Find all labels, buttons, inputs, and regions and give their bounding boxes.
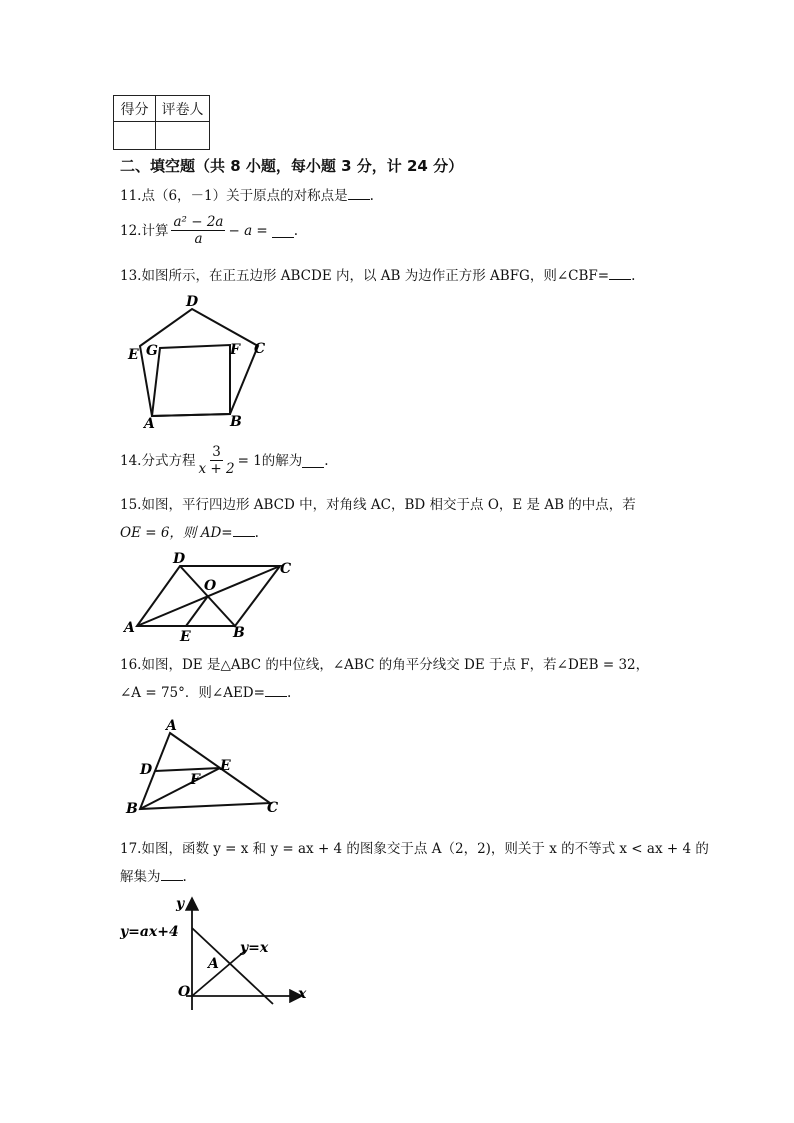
question-15-line2: OE = 6，则 AD= . xyxy=(120,525,259,541)
question-12: 12.计算 $\frac{\text{a² − 2a}}{a}$ − a = . xyxy=(120,214,299,247)
grader-cell[interactable] xyxy=(156,122,210,150)
figure-function-graph xyxy=(118,892,318,1017)
question-17-line2: 解集为 . xyxy=(120,869,187,885)
label-C: C xyxy=(267,800,279,816)
label-D: D xyxy=(140,762,153,778)
label-F: F xyxy=(230,342,240,358)
label-line-ax4: y=ax+4 xyxy=(120,924,179,940)
label-F: F xyxy=(190,772,200,788)
question-15-line1: 15.如图，平行四边形 ABCD 中，对角线 AC，BD 相交于点 O，E 是 AB 的中点，若 xyxy=(120,497,636,513)
label-C: C xyxy=(254,341,266,357)
label-E: E xyxy=(180,629,191,644)
label-A: A xyxy=(124,620,135,636)
score-cell[interactable] xyxy=(114,122,156,150)
label-D: D xyxy=(173,551,186,567)
question-16-line1: 16.如图，DE 是△ABC 的中位线，∠ABC 的角平分线交 DE 于点 F，若∠DEB = 32， xyxy=(120,657,650,673)
figure-pentagon-square xyxy=(120,290,280,435)
label-point-A: A xyxy=(208,956,219,972)
answer-blank-13[interactable] xyxy=(609,266,631,280)
label-O: O xyxy=(204,578,217,594)
label-G: G xyxy=(146,343,158,359)
answer-blank-15[interactable] xyxy=(233,523,255,537)
label-origin: O xyxy=(178,984,191,1000)
score-header: 得分 xyxy=(114,96,156,122)
label-B: B xyxy=(230,414,242,430)
score-table xyxy=(113,95,210,150)
label-y-axis: y xyxy=(176,896,185,912)
label-E: E xyxy=(220,758,231,774)
question-16-line2: ∠A = 75°．则∠AED= . xyxy=(120,685,292,701)
label-B: B xyxy=(126,801,138,817)
answer-blank-11[interactable] xyxy=(348,186,370,200)
grader-header: 评卷人 xyxy=(156,96,210,122)
label-A: A xyxy=(166,718,177,734)
question-11: 11.点（6，－1）关于原点的对称点是 . xyxy=(120,188,374,204)
question-13: 13.如图所示，在正五边形 ABCDE 内，以 AB 为边作正方形 ABFG，则∠CBF= . xyxy=(120,268,636,284)
section-title: 二、填空题（共 8 小题，每小题 3 分，计 24 分） xyxy=(120,157,464,175)
figure-triangle xyxy=(120,715,290,820)
question-17-line1: 17.如图，函数 y = x 和 y = ax + 4 的图象交于点 A（2，2)，则关于 x 的不等式 x < ax + 4 的 xyxy=(120,841,709,857)
label-line-yx: y=x xyxy=(240,940,269,956)
fraction-14: $\frac{3}{x + 2}$ xyxy=(198,444,235,477)
answer-blank-17[interactable] xyxy=(161,867,183,881)
question-14: 14.分式方程 $\frac{3}{x + 2}$ = 1的解为 . xyxy=(120,444,329,477)
label-A: A xyxy=(144,416,155,432)
fraction-12: $\frac{\text{a² − 2a}}{a}$ xyxy=(173,214,224,247)
answer-blank-16[interactable] xyxy=(265,683,287,697)
label-E: E xyxy=(128,347,139,363)
label-C: C xyxy=(280,561,292,577)
answer-blank-12[interactable] xyxy=(272,224,294,238)
midline-DE xyxy=(155,768,220,771)
answer-blank-14[interactable] xyxy=(302,454,324,468)
label-x-axis: x xyxy=(298,986,307,1002)
label-B: B xyxy=(233,625,245,641)
line-y-x xyxy=(192,950,246,996)
square-shape xyxy=(152,345,230,416)
label-D: D xyxy=(186,294,199,310)
figure-parallelogram xyxy=(120,548,305,644)
